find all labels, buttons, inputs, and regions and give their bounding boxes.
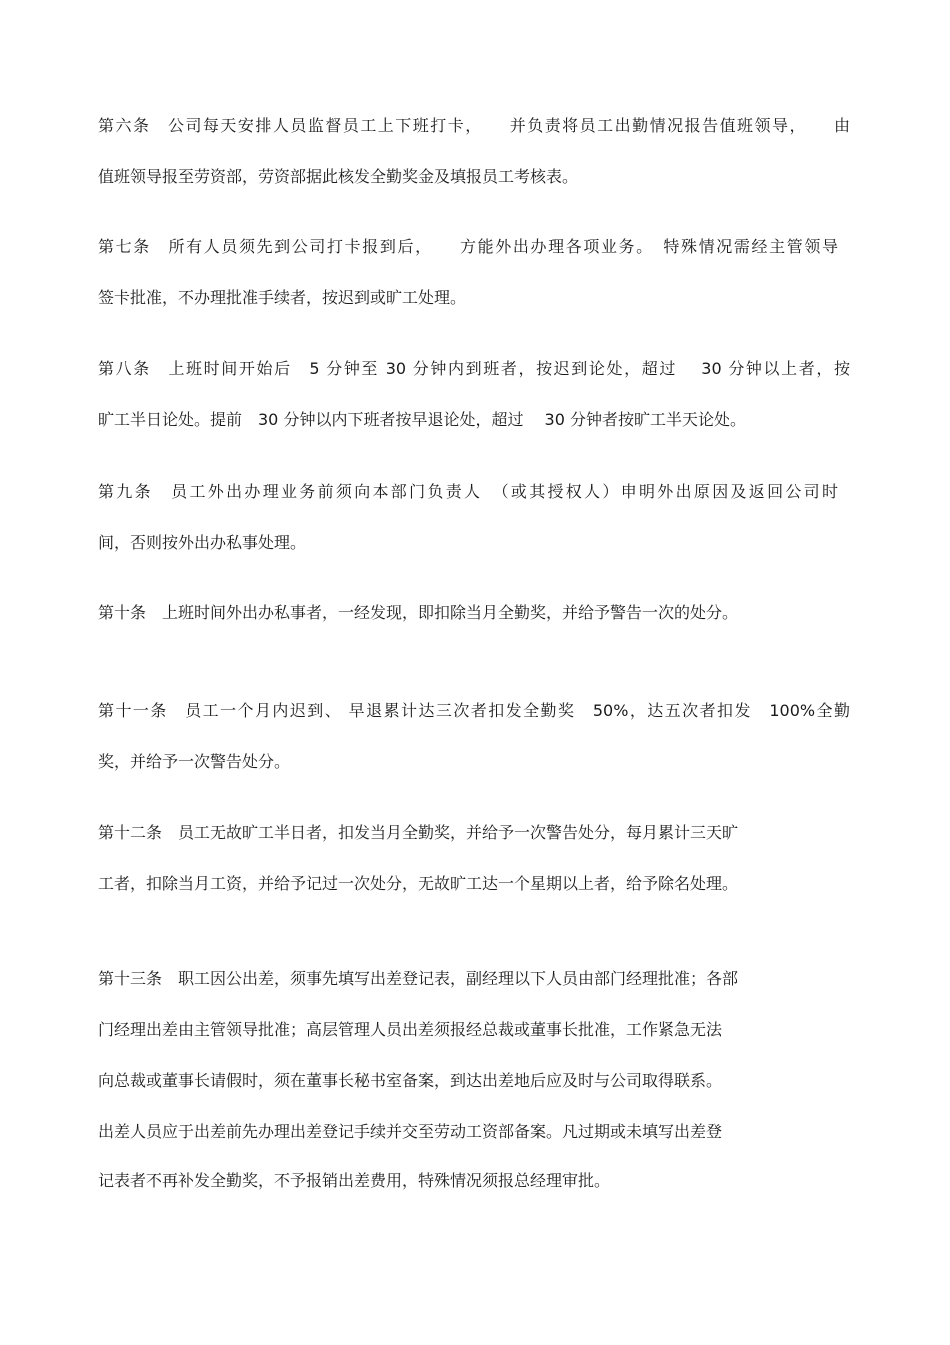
article-6-line-1: 第六条 公司每天安排人员监督员工上下班打卡， 并负责将员工出勤情况报告值班领导， 由 bbox=[98, 116, 850, 135]
article-13-line-4: 出差人员应于出差前先办理出差登记手续并交至劳动工资部备案。凡过期或未填写出差登 bbox=[98, 1122, 723, 1141]
article-7-line-1: 第七条 所有人员须先到公司打卡报到后， 方能外出办理各项业务。 特殊情况需经主管领导 bbox=[98, 237, 838, 256]
article-12-line-2: 工者，扣除当月工资，并给予记过一次处分，无故旷工达一个星期以上者，给予除名处理。 bbox=[98, 874, 739, 893]
article-10-line-1: 第十条 上班时间外出办私事者，一经发现，即扣除当月全勤奖，并给予警告一次的处分。 bbox=[98, 603, 739, 622]
article-13-line-3: 向总裁或董事长请假时，须在董事长秘书室备案，到达出差地后应及时与公司取得联系。 bbox=[98, 1071, 723, 1090]
article-8-line-2: 旷工半日论处。提前 30 分钟以内下班者按早退论处，超过 30 分钟者按旷工半天论处。 bbox=[98, 410, 746, 429]
article-6-line-2: 值班领导报至劳资部，劳资部据此核发全勤奖金及填报员工考核表。 bbox=[98, 167, 579, 186]
article-8-line-1: 第八条 上班时间开始后 5 分钟至 30 分钟内到班者，按迟到论处，超过 30 分钟以上者，按 bbox=[98, 359, 850, 378]
article-7-line-2: 签卡批准，不办理批准手续者，按迟到或旷工处理。 bbox=[98, 288, 467, 307]
article-12-line-1: 第十二条 员工无故旷工半日者，扣发当月全勤奖，并给予一次警告处分，每月累计三天旷 bbox=[98, 823, 739, 842]
article-11-line-1: 第十一条 员工一个月内迟到、 早退累计达三次者扣发全勤奖 50%，达五次者扣发 100%全勤 bbox=[98, 701, 850, 720]
article-13-line-2: 门经理出差由主管领导批准；高层管理人员出差须报经总裁或董事长批准，工作紧急无法 bbox=[98, 1020, 723, 1039]
article-13-line-5: 记表者不再补发全勤奖，不予报销出差费用，特殊情况须报总经理审批。 bbox=[98, 1171, 611, 1190]
article-9-line-2: 间，否则按外出办私事处理。 bbox=[98, 533, 307, 552]
article-11-line-2: 奖，并给予一次警告处分。 bbox=[98, 752, 291, 771]
article-13-line-1: 第十三条 职工因公出差，须事先填写出差登记表，副经理以下人员由部门经理批准；各部 bbox=[98, 969, 739, 988]
article-9-line-1: 第九条 员工外出办理业务前须向本部门负责人 （或其授权人）申明外出原因及返回公司时 bbox=[98, 482, 838, 501]
